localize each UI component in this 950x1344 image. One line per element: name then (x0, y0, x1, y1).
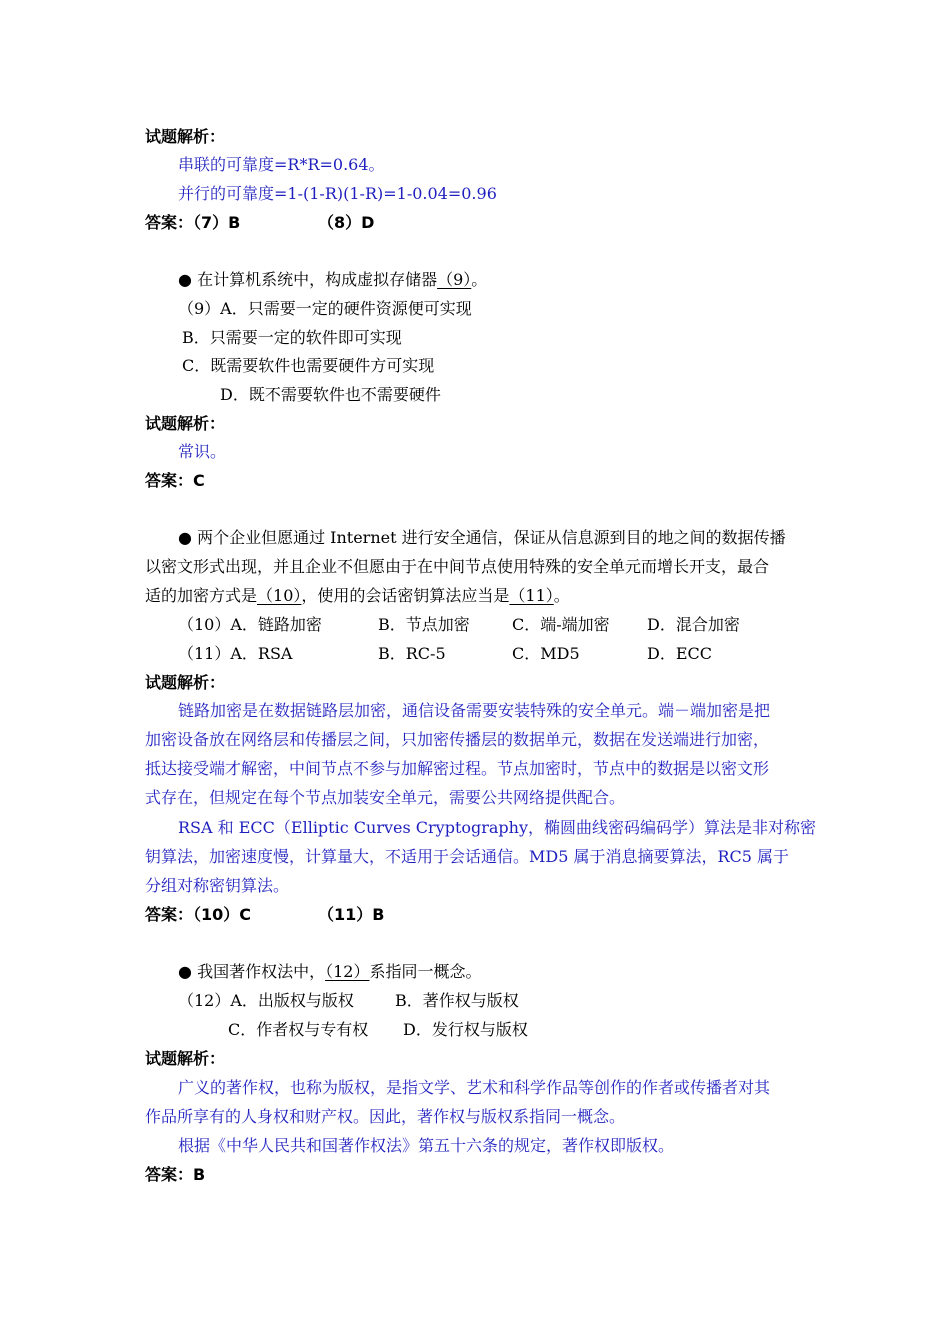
bullet-icon: ● (178, 962, 192, 981)
blank: （12） (325, 962, 370, 981)
analysis-label: 试题解析： (145, 414, 226, 433)
option: B．只需要一定的软件即可实现 (182, 328, 402, 347)
stem-text: 。 (471, 270, 488, 289)
answer-text: （11）B (318, 905, 385, 924)
analysis-text: 链路加密是在数据链路层加密，通信设备需要安装特殊的安全单元。端－端加密是把 (178, 701, 771, 720)
option: （12）A．出版权与版权 (178, 991, 354, 1010)
answer-text: 答案：C (145, 471, 205, 490)
option: （9）A．只需要一定的硬件资源便可实现 (178, 299, 472, 318)
option: C．端-端加密 (512, 615, 610, 634)
stem-text: 以密文形式出现，并且企业不但愿由于在中间节点使用特殊的安全单元而增长开支，最合 (145, 557, 770, 576)
stem-text: 适的加密方式是 (145, 586, 258, 605)
answer-text: 答案：（7）B (145, 213, 241, 232)
stem-text: 两个企业但愿通过 Internet 进行安全通信，保证从信息源到目的地之间的数据传播 (197, 528, 786, 547)
option: C．MD5 (512, 644, 580, 663)
option: D．ECC (647, 644, 712, 663)
question-stem (178, 270, 487, 290)
analysis-label: 试题解析： (145, 1049, 226, 1068)
option: B．著作权与版权 (395, 991, 519, 1010)
bullet-icon: ● (178, 270, 192, 289)
answer-text: 答案：（10）C (145, 905, 252, 924)
analysis-text: 作品所享有的人身权和财产权。因此，著作权与版权系指同一概念。 (145, 1107, 626, 1126)
option: （11）A．RSA (178, 644, 293, 663)
answer-text: （8）D (318, 213, 375, 232)
stem-text: ，使用的会话密钥算法应当是 (301, 586, 510, 605)
analysis-text: 广义的著作权，也称为版权，是指文学、艺术和科学作品等创作的作者或传播者对其 (178, 1078, 771, 1097)
question-stem (178, 962, 481, 982)
option: D．发行权与版权 (403, 1020, 528, 1039)
option: B．RC-5 (378, 644, 446, 663)
analysis-label: 试题解析： (145, 673, 226, 692)
analysis-text: 加密设备放在网络层和传播层之间，只加密传播层的数据单元，数据在发送端进行加密， (145, 730, 770, 749)
analysis-text: 串联的可靠度=R*R=0.64。 (178, 155, 385, 174)
analysis-text: 抵达接受端才解密，中间节点不参与加解密过程。节点加密时，节点中的数据是以密文形 (145, 759, 770, 778)
blank: （10） (257, 586, 302, 605)
stem-text: 。 (553, 586, 570, 605)
option: D．既不需要软件也不需要硬件 (220, 385, 441, 404)
option: C．既需要软件也需要硬件方可实现 (182, 356, 435, 375)
option: D．混合加密 (647, 615, 740, 634)
option: （10）A．链路加密 (178, 615, 322, 634)
analysis-text: 常识。 (178, 442, 227, 461)
analysis-text: 分组对称密钥算法。 (145, 876, 290, 895)
stem-text: 我国著作权法中， (197, 962, 326, 981)
answer-text: 答案：B (145, 1165, 206, 1184)
analysis-label: 试题解析： (145, 127, 226, 146)
analysis-text: 并行的可靠度=1-(1-R)(1-R)=1-0.04=0.96 (178, 184, 497, 203)
option: B．节点加密 (378, 615, 470, 634)
blank: （11） (509, 586, 554, 605)
analysis-text: 根据《中华人民共和国著作权法》第五十六条的规定，著作权即版权。 (178, 1136, 675, 1155)
analysis-text: 式存在，但规定在每个节点加装安全单元，需要公共网络提供配合。 (145, 788, 626, 807)
question-stem (145, 586, 570, 606)
option: C．作者权与专有权 (228, 1020, 369, 1039)
analysis-text: 钥算法，加密速度慢，计算量大，不适用于会话通信。MD5 属于消息摘要算法，RC5 属于 (145, 847, 790, 866)
stem-text: 在计算机系统中，构成虚拟存储器 (197, 270, 438, 289)
blank: （9） (437, 270, 472, 289)
bullet-icon: ● (178, 528, 192, 547)
question-stem (178, 528, 786, 548)
analysis-text: RSA 和 ECC（Elliptic Curves Cryptography，椭圆曲线密码编码学）算法是非对称密 (178, 818, 817, 837)
stem-text: 系指同一概念。 (369, 962, 482, 981)
